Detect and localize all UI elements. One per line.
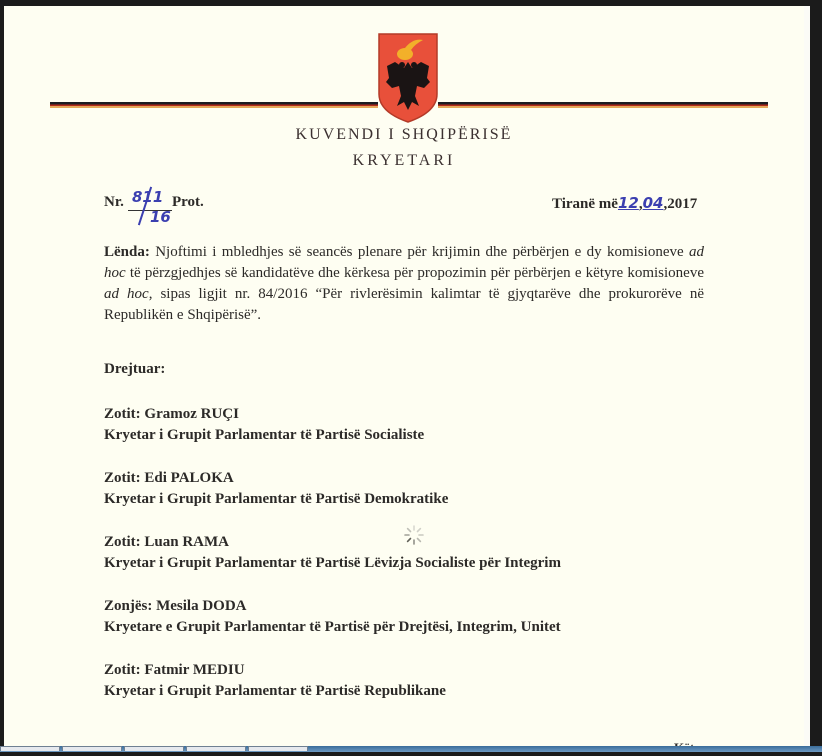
header-rule-left bbox=[50, 102, 378, 108]
recipient-salutation: Zonjës: Mesila DODA bbox=[104, 598, 247, 614]
recipient-salutation: Zotit: Gramoz RUÇI bbox=[104, 406, 239, 422]
recipient-title: Kryetar i Grupit Parlamentar të Partisë Demokratike bbox=[104, 491, 449, 507]
taskbar-button[interactable] bbox=[186, 746, 246, 751]
subject-label: Lënda: bbox=[104, 244, 150, 260]
recipient-title: Kryetare e Grupit Parlamentar të Partisë për Drejtësi, Integrim, Unitet bbox=[104, 619, 561, 635]
recipient bbox=[104, 596, 561, 638]
document-page bbox=[4, 6, 804, 746]
recipient bbox=[104, 532, 561, 574]
subject-paragraph bbox=[104, 242, 704, 326]
date-year: 2017 bbox=[667, 196, 698, 212]
addressed-to-label: Drejtuar: bbox=[104, 361, 166, 377]
document-date bbox=[552, 194, 697, 213]
protocol-suffix: Prot. bbox=[172, 194, 204, 210]
date-sep2: , bbox=[663, 196, 668, 212]
protocol-number-top: 811 bbox=[132, 188, 164, 206]
recipient-title: Kryetar i Grupit Parlamentar të Partisë Republikane bbox=[104, 683, 446, 699]
institution-name: KUVENDI I SHQIPËRISË bbox=[295, 126, 513, 143]
recipient-salutation: Zotit: Luan RAMA bbox=[104, 534, 230, 550]
subject-text-2: të përzgjedhjes së kandidatëve dhe kërkesa për propozimin për përbërjen e këtyre komisioneve bbox=[125, 265, 704, 281]
coat-of-arms-icon bbox=[377, 32, 439, 124]
protocol-number bbox=[104, 188, 204, 226]
recipient-salutation: Zotit: Edi PALOKA bbox=[104, 470, 234, 486]
page-edge bbox=[804, 6, 810, 746]
subject-italic-1: ad hoc bbox=[104, 244, 704, 281]
date-prefix: Tiranë më bbox=[552, 196, 618, 212]
recipient bbox=[104, 404, 424, 446]
recipient-title: Kryetar i Grupit Parlamentar të Partisë Socialiste bbox=[104, 427, 425, 443]
taskbar-strip bbox=[0, 746, 822, 752]
date-sep1: , bbox=[638, 196, 643, 212]
header-rule-right bbox=[438, 102, 768, 108]
subject-text-1: Njoftimi i mbledhjes së seancës plenare për krijimin dhe përbërjen e dy komisioneve bbox=[149, 244, 689, 260]
recipient bbox=[104, 660, 446, 702]
office-name: KRYETARI bbox=[352, 152, 456, 169]
recipient bbox=[104, 468, 448, 510]
recipient-title: Kryetar i Grupit Parlamentar të Partisë Lëvizja Socialiste për Integrim bbox=[104, 555, 561, 571]
taskbar-button[interactable] bbox=[62, 746, 122, 751]
subject-text-3: , sipas ligjit nr. 84/2016 “Për rivlerësimin kalimtar të gjyqtarëve dhe prokurorëve në Republikën e Shqipërisë”. bbox=[104, 286, 704, 323]
taskbar-button[interactable] bbox=[248, 746, 308, 751]
taskbar-button[interactable] bbox=[124, 746, 184, 751]
protocol-prefix: Nr. bbox=[104, 194, 124, 210]
protocol-number-bottom: 16 bbox=[150, 208, 171, 226]
recipient-salutation: Zotit: Fatmir MEDIU bbox=[104, 662, 245, 678]
subject-italic-2: ad hoc bbox=[104, 286, 149, 302]
taskbar-button[interactable] bbox=[0, 746, 60, 751]
date-month: 04 bbox=[642, 194, 664, 212]
loading-spinner-icon bbox=[403, 524, 425, 546]
date-day: 12 bbox=[617, 194, 639, 212]
